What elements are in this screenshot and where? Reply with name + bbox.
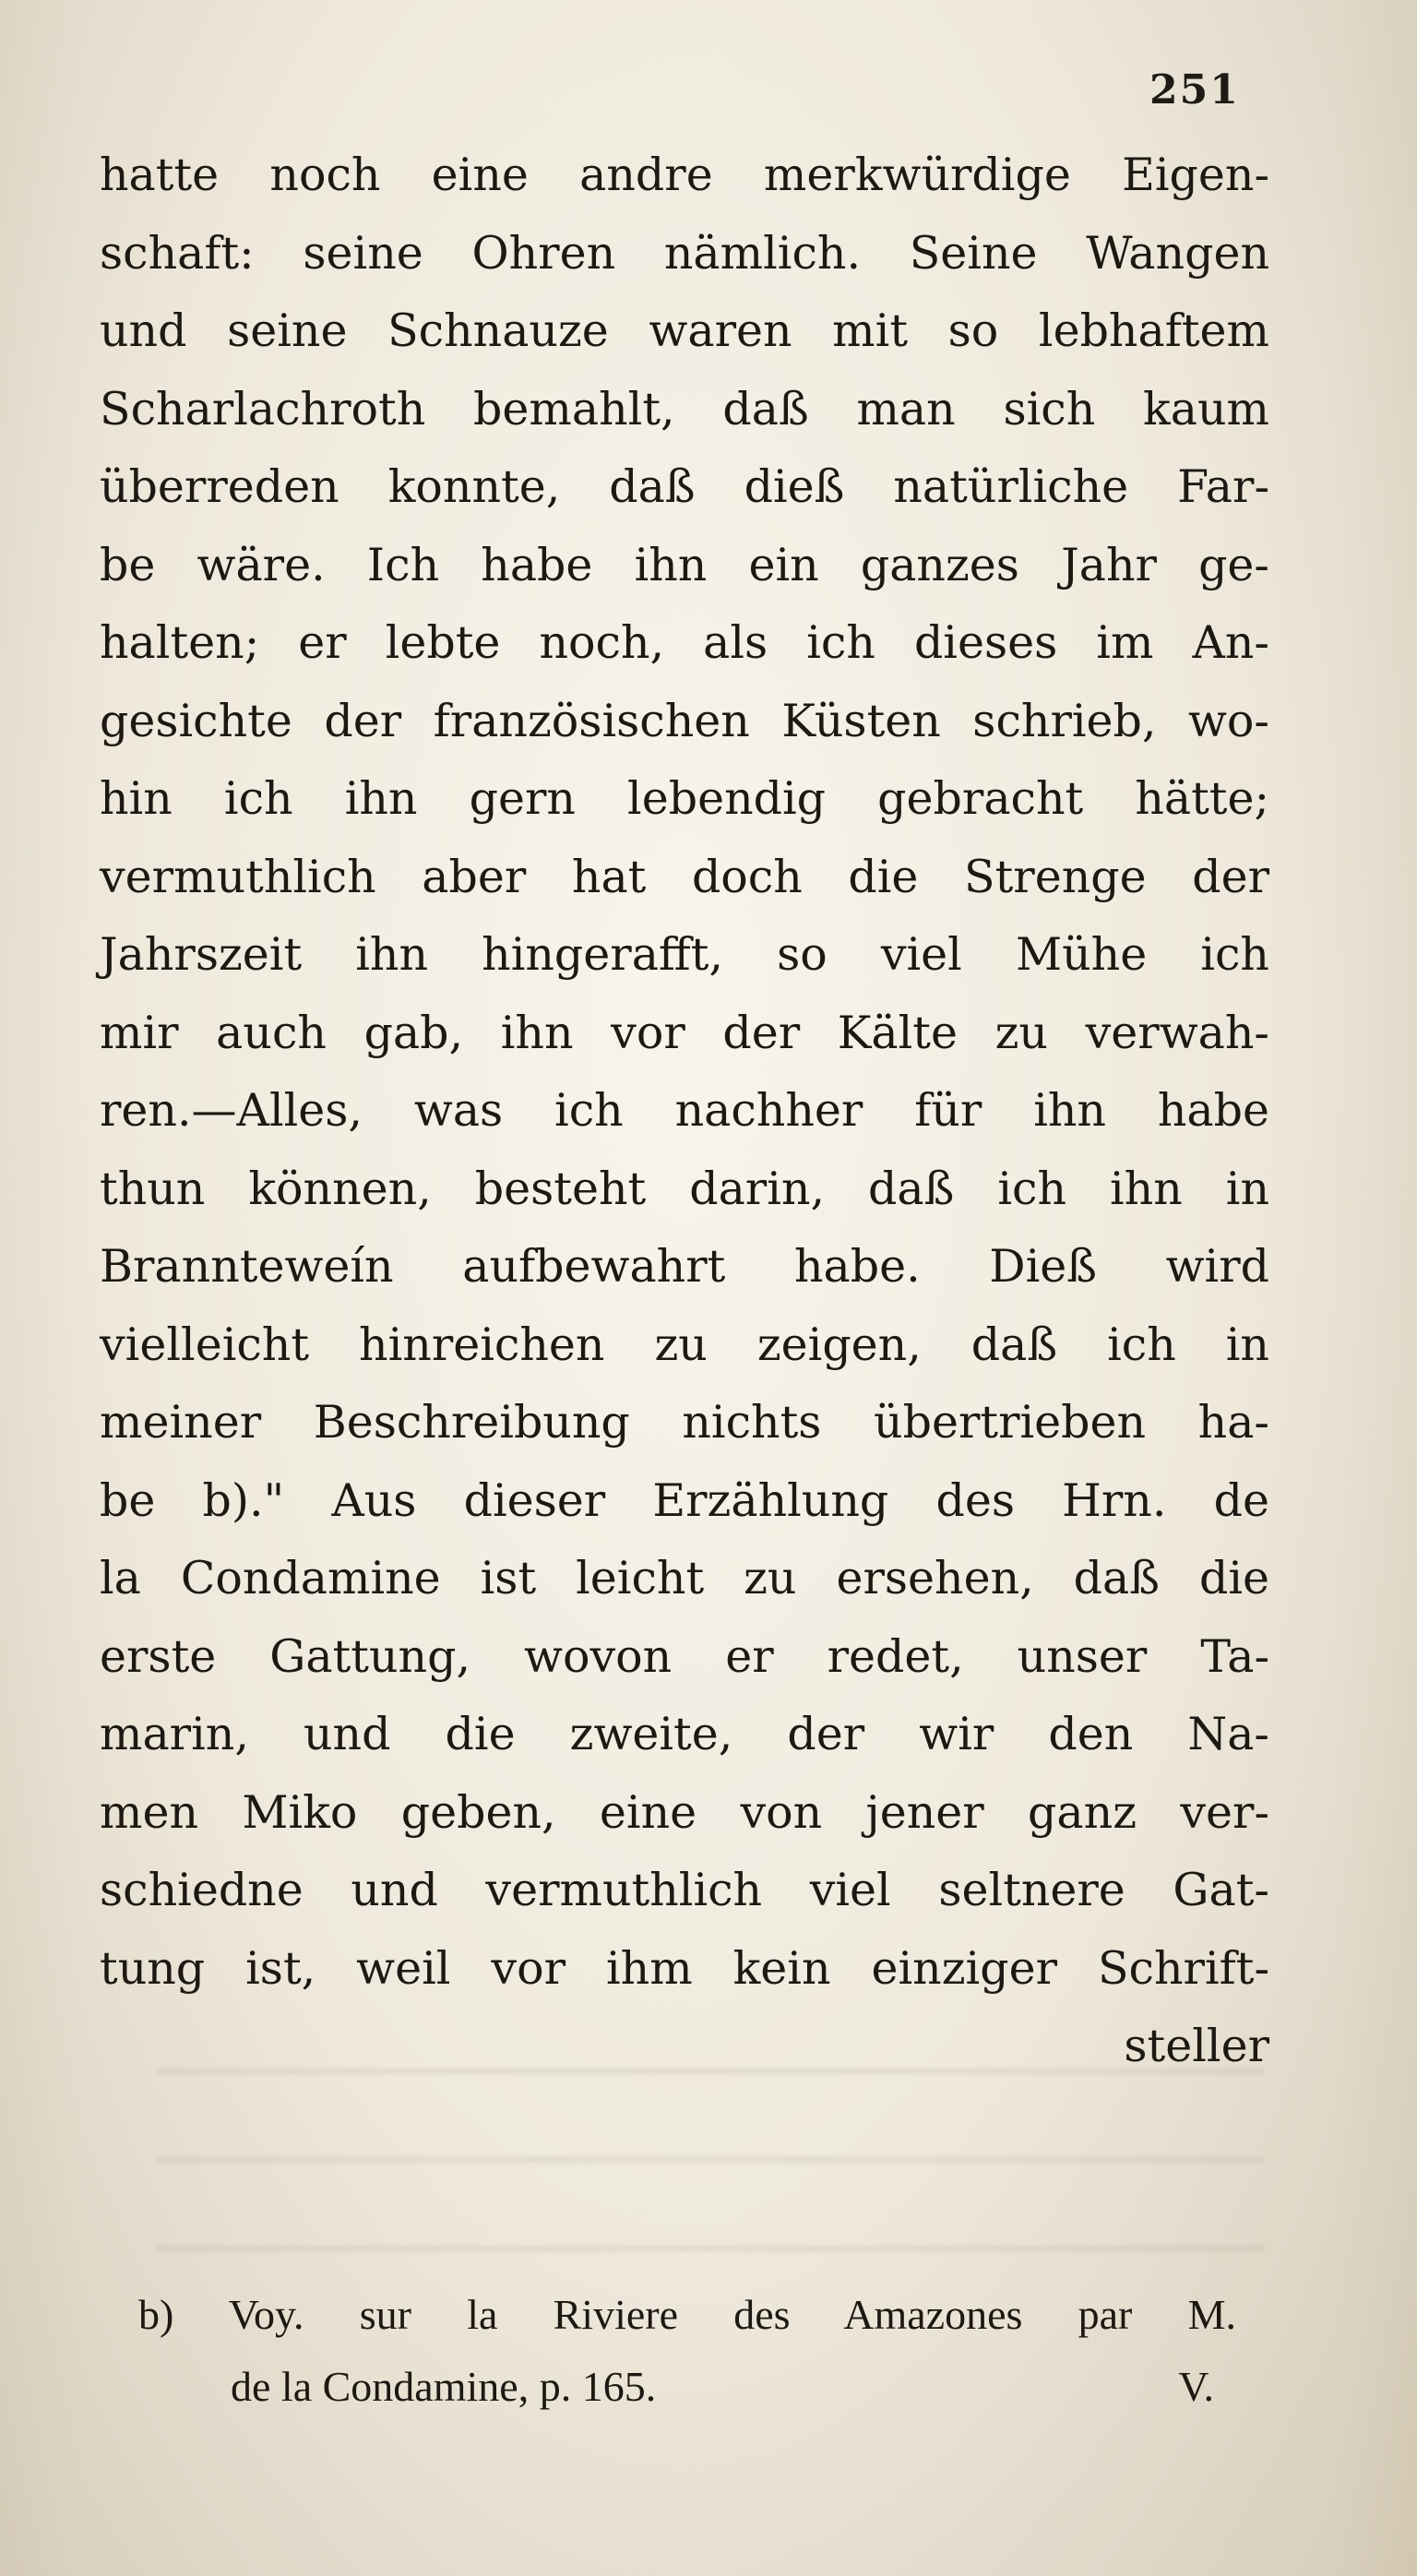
text-line: meiner Beschreibung nichts übertrieben ha-	[100, 1396, 1269, 1449]
footnote-line: de la Condamine, p. 165.	[231, 2363, 657, 2410]
text-line: schiedne und vermuthlich viel seltnere Gat-	[100, 1864, 1269, 1916]
text-line: mir auch gab, ihn vor der Kälte zu verwah-	[100, 1006, 1269, 1059]
text-line: Scharlachroth bemahlt, daß man sich kaum	[100, 382, 1269, 435]
footnote-line: b) Voy. sur la Riviere des Amazones par M.	[138, 2291, 1236, 2338]
body-text	[100, 137, 1269, 2086]
text-line: vermuthlich aber hat doch die Strenge der	[100, 850, 1269, 903]
text-line: be wäre. Ich habe ihn ein ganzes Jahr ge-	[100, 538, 1269, 591]
text-line: la Condamine ist leicht zu ersehen, daß die	[100, 1552, 1269, 1604]
text-line: marin, und die zweite, der wir den Na-	[100, 1708, 1269, 1760]
text-line: gesichte der französischen Küsten schrieb, wo-	[100, 694, 1269, 747]
text-line: hatte noch eine andre merkwürdige Eigen-	[100, 149, 1269, 201]
text-line: überreden konnte, daß dieß natürliche Far-	[100, 460, 1269, 513]
footnote-line-row	[138, 2351, 1236, 2423]
text-line: ren.—Alles, was ich nachher für ihn habe	[100, 1084, 1269, 1137]
text-line: Jahrszeit ihn hingerafft, so viel Mühe ich	[100, 928, 1269, 981]
text-line: halten; er lebte noch, als ich dieses im An-	[100, 616, 1269, 669]
text-line: vielleicht hinreichen zu zeigen, daß ich in	[100, 1318, 1269, 1371]
text-line: Brannteweín aufbewahrt habe. Dieß wird	[100, 1240, 1269, 1293]
footnote-signature: V.	[1178, 2363, 1214, 2410]
text-line: men Miko geben, eine von jener ganz ver-	[100, 1785, 1269, 1839]
text-line: erste Gattung, wovon er redet, unser Ta-	[100, 1629, 1269, 1683]
text-line: thun können, besteht darin, daß ich ihn in	[100, 1162, 1269, 1215]
text-line: be b)." Aus dieser Erzählung des Hrn. de	[100, 1473, 1269, 1527]
text-line: hin ich ihn gern lebendig gebracht hätte;	[100, 772, 1269, 825]
catchword: steller	[1124, 2020, 1269, 2072]
text-line: schaft: seine Ohren nämlich. Seine Wangen	[100, 226, 1269, 280]
text-line: und seine Schnauze waren mit so lebhaftem	[100, 304, 1269, 357]
footnote	[138, 2279, 1236, 2423]
page-number: 251	[1149, 66, 1240, 113]
text-line: tung ist, weil vor ihm kein einziger Schrift-	[100, 1941, 1269, 1995]
